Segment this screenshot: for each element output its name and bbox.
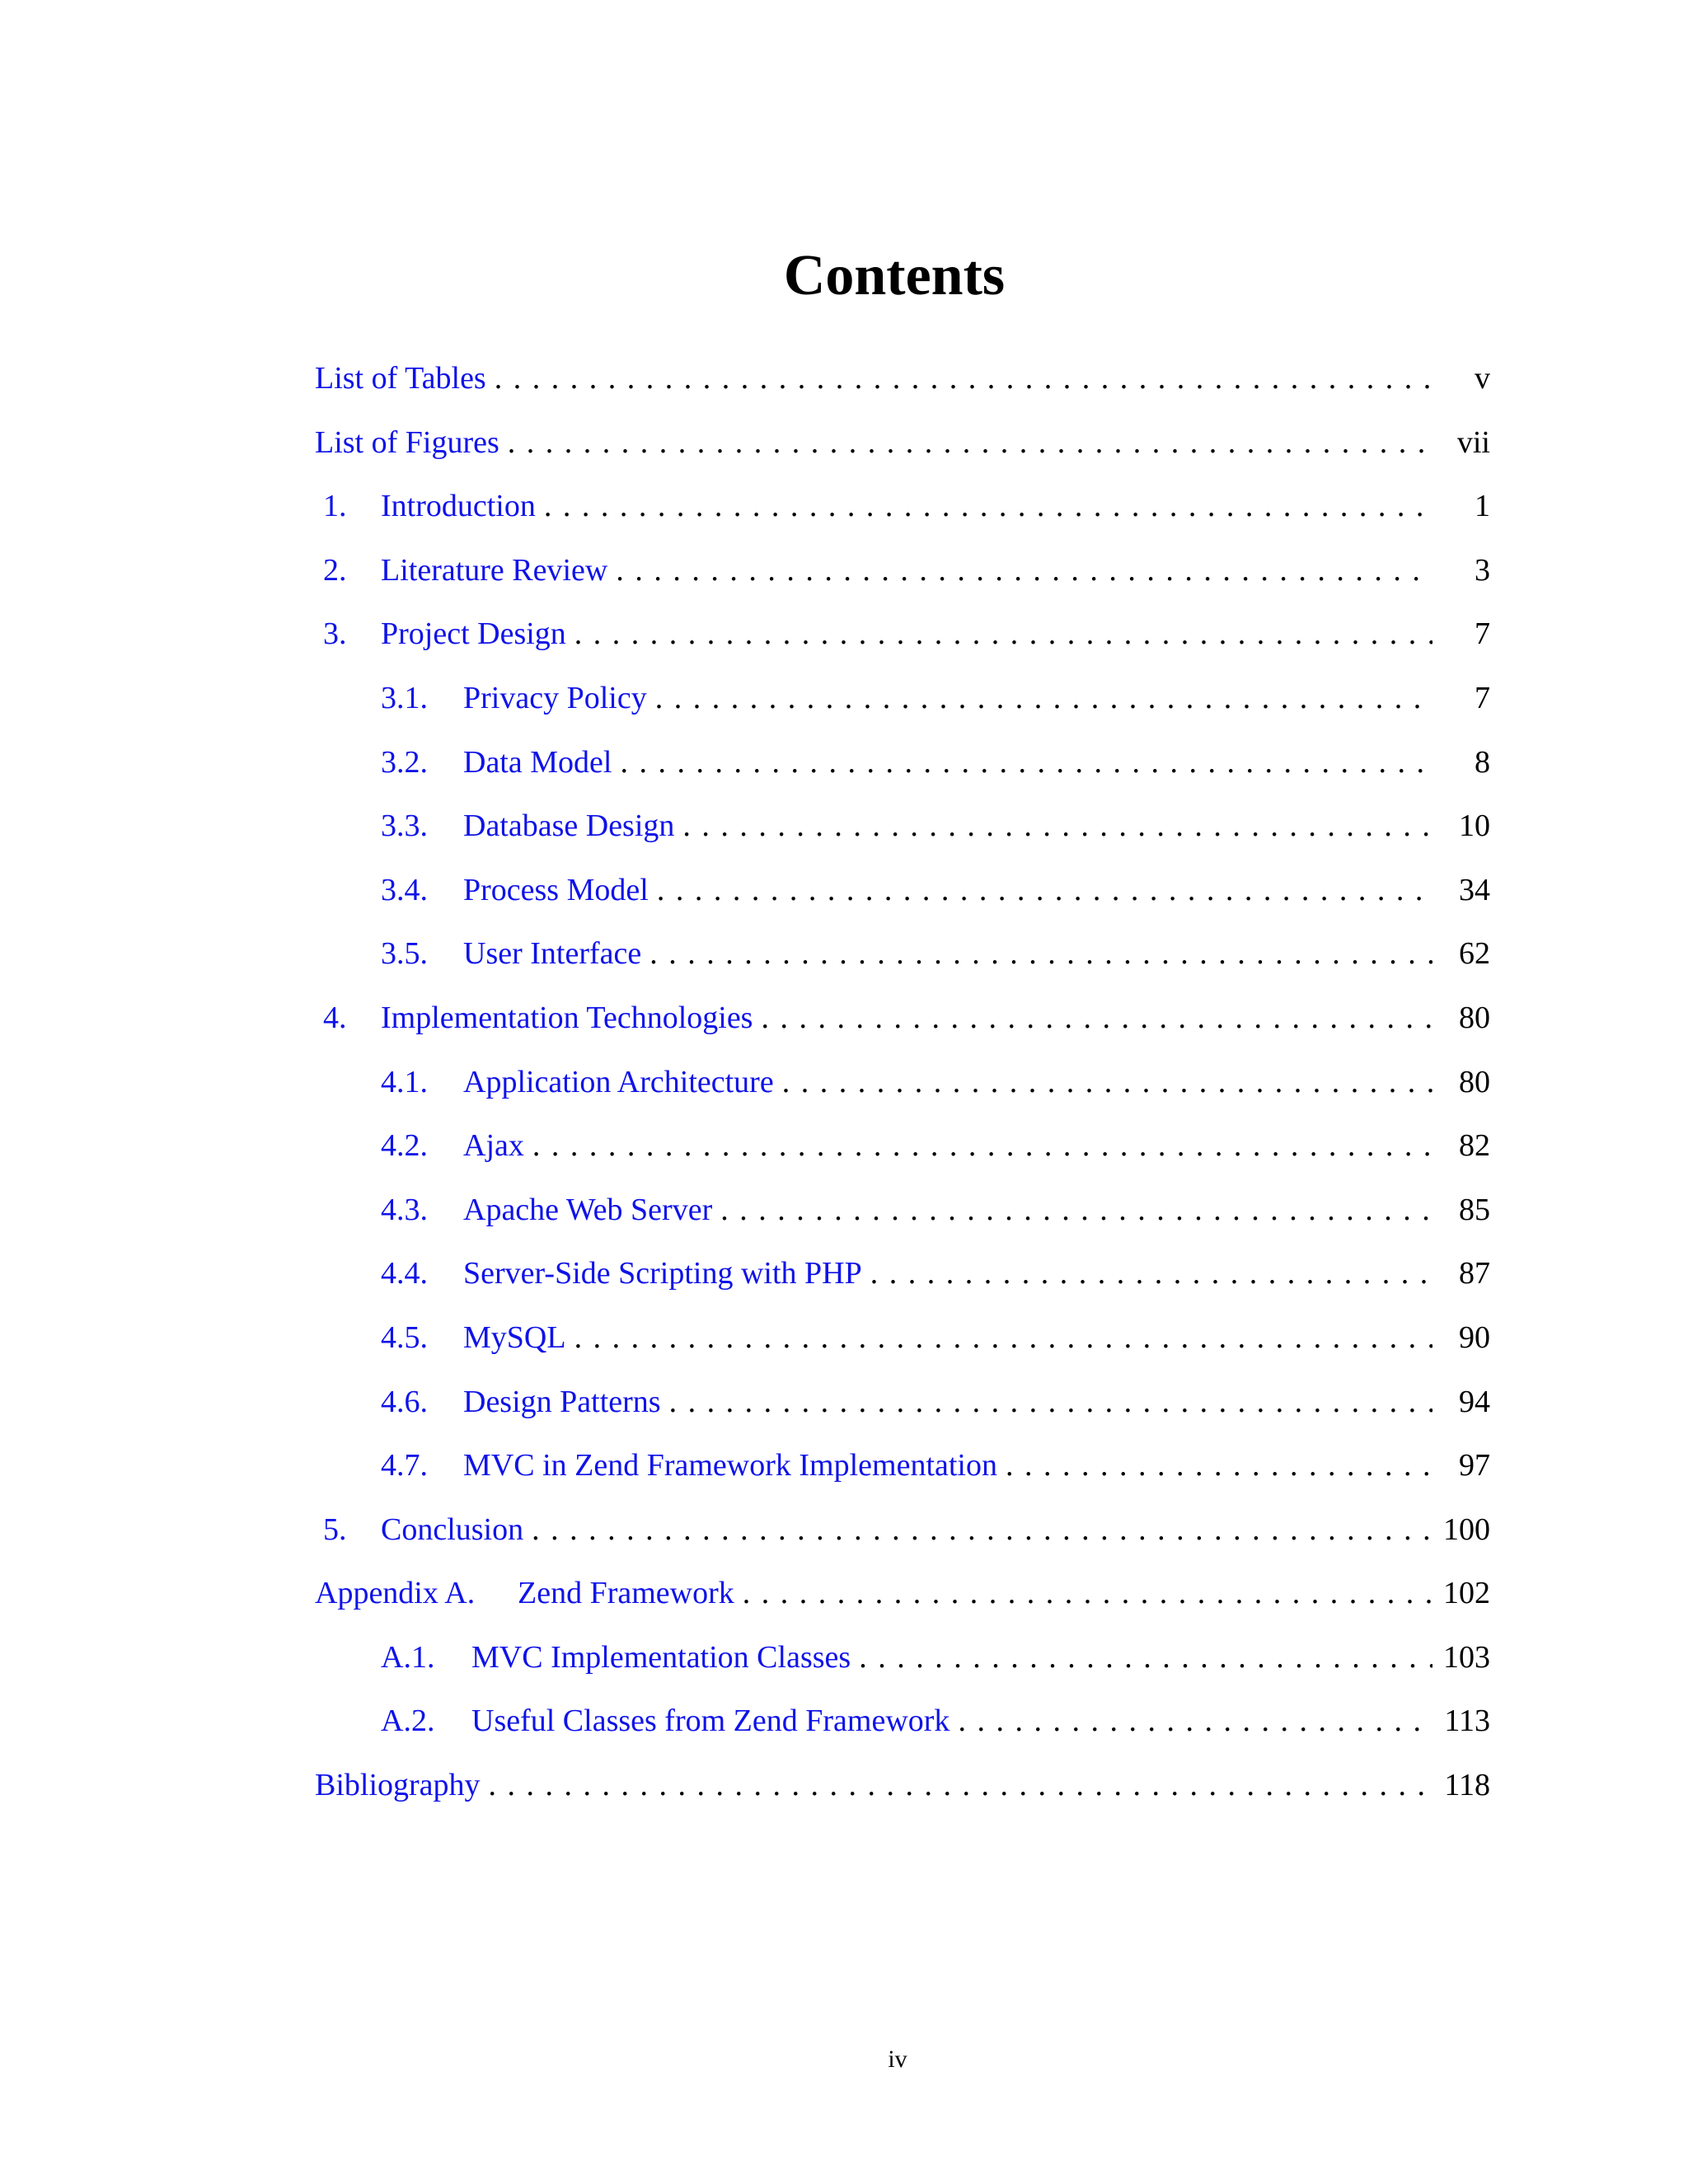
toc-entry xyxy=(315,1386,1490,1451)
toc-entry-page: vii xyxy=(1456,424,1490,460)
toc-entry xyxy=(315,1577,1490,1642)
toc-entry-number: 4.2. xyxy=(381,1128,428,1164)
toc-entry-label: Conclusion xyxy=(381,1511,524,1547)
toc-link[interactable] xyxy=(315,1002,753,1033)
dot-leader xyxy=(859,1642,1432,1673)
toc-entry xyxy=(315,1258,1490,1322)
toc-entry-label: Privacy Policy xyxy=(463,680,647,715)
dot-leader xyxy=(655,682,1432,714)
toc-entry xyxy=(315,1319,1490,1386)
toc-entry-page: 10 xyxy=(1459,808,1490,844)
toc-entry xyxy=(315,424,1490,491)
toc-entry xyxy=(315,363,1490,427)
dot-leader xyxy=(649,938,1432,969)
toc-entry-label: Useful Classes from Zend Framework xyxy=(471,1704,950,1739)
toc-link[interactable] xyxy=(315,552,608,588)
dot-leader xyxy=(620,747,1432,778)
toc-link[interactable] xyxy=(315,1639,851,1675)
toc-link[interactable] xyxy=(315,1450,997,1481)
toc-entry-label: Process Model xyxy=(463,872,649,907)
toc-entry-label: Introduction xyxy=(381,489,536,524)
dot-leader xyxy=(1006,1450,1432,1481)
toc-entry-number: 4.6. xyxy=(381,1384,428,1419)
toc-entry-page: 87 xyxy=(1459,1256,1490,1291)
toc-link[interactable] xyxy=(315,682,647,714)
toc-entry xyxy=(315,682,1490,747)
toc-entry-page: 80 xyxy=(1459,1000,1490,1035)
toc-entry-page: 97 xyxy=(1459,1448,1490,1483)
toc-entry xyxy=(315,490,1490,555)
toc-entry-page: 82 xyxy=(1459,1128,1490,1164)
dot-leader xyxy=(782,1066,1432,1098)
toc-entry xyxy=(315,552,1490,619)
toc-link[interactable] xyxy=(315,490,536,522)
toc-entry-label: MVC Implementation Classes xyxy=(471,1639,851,1675)
dot-leader xyxy=(657,874,1432,906)
toc-link[interactable] xyxy=(315,744,612,780)
toc-entry-page: 34 xyxy=(1459,872,1490,907)
dot-leader xyxy=(544,490,1432,522)
toc-entry-label: Design Patterns xyxy=(463,1384,661,1419)
toc-entry-number: 3.2. xyxy=(381,744,428,780)
toc-entry-number: 4.4. xyxy=(381,1256,428,1291)
toc-entry-number: 4.7. xyxy=(381,1448,428,1483)
toc-entry-page: 80 xyxy=(1459,1064,1490,1099)
toc-entry-number: Appendix A. xyxy=(315,1576,476,1611)
dot-leader xyxy=(669,1386,1432,1418)
toc-entry xyxy=(315,1511,1490,1578)
toc-entry-label: Ajax xyxy=(463,1128,524,1164)
dot-leader xyxy=(574,618,1432,649)
toc-link[interactable] xyxy=(315,936,642,972)
toc-entry-number: 4.5. xyxy=(381,1319,428,1355)
toc-link[interactable] xyxy=(315,1319,566,1355)
toc-link[interactable] xyxy=(315,363,486,394)
toc-link[interactable] xyxy=(315,1577,734,1609)
toc-entry-number: A.1. xyxy=(381,1639,435,1675)
dot-leader xyxy=(489,1769,1432,1801)
toc-entry-label: List of Tables xyxy=(315,361,486,396)
toc-entry-page: 7 xyxy=(1475,616,1490,652)
toc-link[interactable] xyxy=(315,1066,774,1098)
toc-entry-label: Data Model xyxy=(463,744,612,780)
toc-entry-label: Zend Framework xyxy=(518,1576,734,1611)
toc-entry-label: Literature Review xyxy=(381,552,608,588)
toc-entry xyxy=(315,1130,1490,1194)
toc-entry-number: 4. xyxy=(323,1000,347,1035)
toc-entry xyxy=(315,810,1490,874)
toc-entry-page: 94 xyxy=(1459,1384,1490,1419)
toc-entry-label: Apache Web Server xyxy=(463,1192,713,1227)
toc-entry-number: 2. xyxy=(323,552,347,588)
toc-entry-label: Implementation Technologies xyxy=(381,1000,753,1035)
dot-leader xyxy=(870,1258,1432,1289)
toc-entry-number: A.2. xyxy=(381,1704,435,1739)
toc-entry-label: Server-Side Scripting with PHP xyxy=(463,1256,862,1291)
toc-entry-label: MVC in Zend Framework Implementation xyxy=(463,1448,997,1483)
toc-entry-number: 3.3. xyxy=(381,808,428,844)
toc-entry-label: Application Architecture xyxy=(463,1064,774,1099)
toc-link[interactable] xyxy=(315,1128,524,1164)
toc-entry-page: 85 xyxy=(1459,1192,1490,1227)
toc-entry xyxy=(315,618,1490,682)
toc-entry-label: MySQL xyxy=(463,1319,566,1355)
dot-leader xyxy=(532,1514,1432,1545)
toc-link[interactable] xyxy=(315,1769,481,1801)
dot-leader xyxy=(761,1002,1432,1033)
toc-entry-page: 103 xyxy=(1443,1639,1490,1675)
toc-link[interactable] xyxy=(315,1258,862,1289)
page-number: iv xyxy=(888,2046,907,2073)
toc-entry xyxy=(315,1002,1490,1066)
toc-entry-label: Bibliography xyxy=(315,1768,481,1803)
toc-entry-number: 4.1. xyxy=(381,1064,428,1099)
toc-entry-page: 7 xyxy=(1475,680,1490,715)
toc-entry-number: 3.1. xyxy=(381,680,428,715)
toc-entry-label: Database Design xyxy=(463,808,675,844)
dot-leader xyxy=(574,1322,1432,1353)
toc-entry xyxy=(315,744,1490,811)
table-of-contents xyxy=(315,363,1490,1834)
toc-link[interactable] xyxy=(315,1194,712,1226)
page-title: Contents xyxy=(783,244,1006,307)
dot-leader xyxy=(508,427,1432,458)
toc-entry-page: 3 xyxy=(1475,552,1490,588)
dot-leader xyxy=(720,1194,1432,1226)
toc-link[interactable] xyxy=(315,1511,524,1547)
toc-entry xyxy=(315,1450,1490,1514)
toc-entry-page: 102 xyxy=(1443,1576,1490,1611)
toc-link[interactable] xyxy=(315,874,649,906)
dot-leader xyxy=(682,810,1432,841)
dot-leader xyxy=(495,363,1432,394)
toc-entry xyxy=(315,1769,1490,1834)
toc-entry-label: User Interface xyxy=(463,936,642,972)
toc-entry xyxy=(315,1194,1490,1258)
toc-entry xyxy=(315,1066,1490,1131)
toc-link[interactable] xyxy=(315,1386,661,1418)
dot-leader xyxy=(532,1130,1432,1161)
toc-entry-page: 113 xyxy=(1444,1704,1490,1739)
toc-link[interactable] xyxy=(315,808,675,844)
toc-entry-page: 90 xyxy=(1459,1319,1490,1355)
toc-link[interactable] xyxy=(315,424,499,460)
toc-entry-number: 5. xyxy=(323,1511,347,1547)
toc-entry xyxy=(315,938,1490,1002)
toc-entry-page: 118 xyxy=(1444,1768,1490,1803)
toc-entry xyxy=(315,1639,1490,1706)
dot-leader xyxy=(743,1577,1432,1609)
toc-entry-page: 100 xyxy=(1443,1511,1490,1547)
dot-leader xyxy=(958,1705,1432,1736)
toc-entry xyxy=(315,1705,1490,1769)
toc-entry-number: 3. xyxy=(323,616,347,652)
toc-entry-page: 8 xyxy=(1475,744,1490,780)
toc-entry-label: List of Figures xyxy=(315,424,499,460)
toc-entry xyxy=(315,874,1490,939)
toc-entry-number: 4.3. xyxy=(381,1192,428,1227)
toc-entry-page: v xyxy=(1475,361,1490,396)
toc-link[interactable] xyxy=(315,1704,950,1739)
toc-entry-number: 3.5. xyxy=(381,936,428,972)
toc-entry-label: Project Design xyxy=(381,616,566,652)
toc-link[interactable] xyxy=(315,616,566,652)
toc-entry-page: 1 xyxy=(1475,489,1490,524)
dot-leader xyxy=(616,555,1432,586)
toc-entry-number: 1. xyxy=(323,489,347,524)
toc-entry-page: 62 xyxy=(1459,936,1490,972)
toc-entry-number: 3.4. xyxy=(381,872,428,907)
